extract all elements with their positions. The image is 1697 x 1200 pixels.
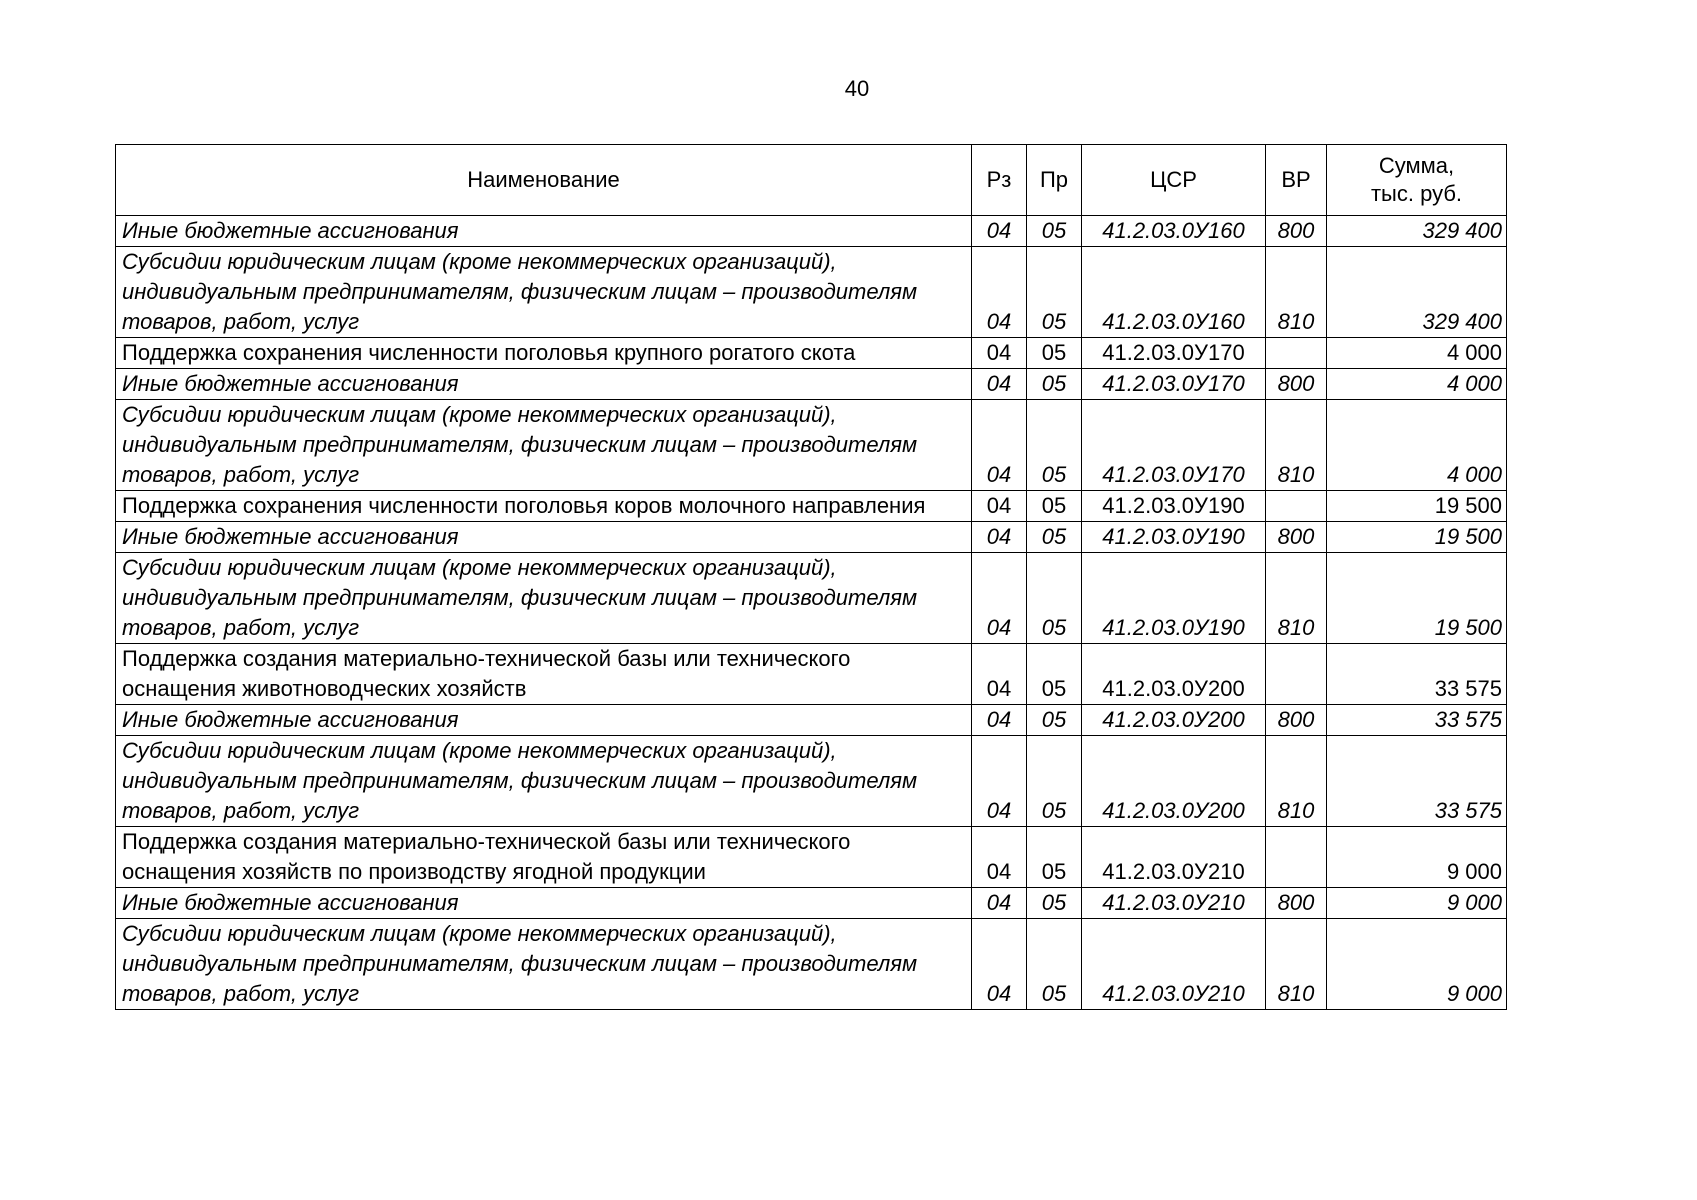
table-row — [116, 491, 1507, 522]
row-vr: 810 — [1266, 400, 1327, 491]
page-number: 40 — [844, 76, 870, 101]
row-name: Субсидии юридическим лицам (кроме некоммерческих организаций), индивидуальным предпринимателям, физическим лицам – производителям товаров, работ, услуг — [116, 247, 972, 338]
row-pr: 05 — [1027, 736, 1082, 827]
budget-table — [115, 144, 1507, 1010]
row-csr: 41.2.03.0У200 — [1082, 705, 1266, 736]
table-row — [116, 827, 1507, 888]
table-row — [116, 644, 1507, 705]
row-pr: 05 — [1027, 644, 1082, 705]
row-sum: 33 575 — [1327, 705, 1507, 736]
row-csr: 41.2.03.0У170 — [1082, 400, 1266, 491]
row-sum: 4 000 — [1327, 369, 1507, 400]
row-pr: 05 — [1027, 400, 1082, 491]
row-rz: 04 — [972, 247, 1027, 338]
row-vr: 800 — [1266, 369, 1327, 400]
row-vr: 800 — [1266, 705, 1327, 736]
row-sum: 19 500 — [1327, 491, 1507, 522]
row-name: Иные бюджетные ассигнования — [116, 522, 972, 553]
row-rz: 04 — [972, 888, 1027, 919]
row-name: Иные бюджетные ассигнования — [116, 216, 972, 247]
row-pr: 05 — [1027, 338, 1082, 369]
header-name: Наименование — [116, 145, 972, 216]
row-vr — [1266, 491, 1327, 522]
header-sum-line1: Сумма, — [1378, 153, 1455, 178]
row-rz: 04 — [972, 216, 1027, 247]
row-sum: 4 000 — [1327, 400, 1507, 491]
row-name: Субсидии юридическим лицам (кроме некоммерческих организаций), индивидуальным предпринимателям, физическим лицам – производителям товаров, работ, услуг — [116, 736, 972, 827]
table-header-row — [116, 145, 1507, 216]
row-name: Поддержка сохранения численности поголовья коров молочного направления — [116, 491, 972, 522]
row-vr — [1266, 644, 1327, 705]
row-sum: 329 400 — [1327, 216, 1507, 247]
header-sum — [1327, 145, 1507, 216]
row-name: Субсидии юридическим лицам (кроме некоммерческих организаций), индивидуальным предпринимателям, физическим лицам – производителям товаров, работ, услуг — [116, 553, 972, 644]
row-name: Субсидии юридическим лицам (кроме некоммерческих организаций), индивидуальным предпринимателям, физическим лицам – производителям товаров, работ, услуг — [116, 400, 972, 491]
row-pr: 05 — [1027, 888, 1082, 919]
row-csr: 41.2.03.0У170 — [1082, 338, 1266, 369]
row-csr: 41.2.03.0У210 — [1082, 888, 1266, 919]
row-sum: 19 500 — [1327, 522, 1507, 553]
row-csr: 41.2.03.0У160 — [1082, 247, 1266, 338]
row-name: Поддержка сохранения численности поголовья крупного рогатого скота — [116, 338, 972, 369]
table-row — [116, 400, 1507, 491]
row-pr: 05 — [1027, 216, 1082, 247]
row-sum: 33 575 — [1327, 644, 1507, 705]
row-sum: 33 575 — [1327, 736, 1507, 827]
row-sum: 329 400 — [1327, 247, 1507, 338]
row-pr: 05 — [1027, 247, 1082, 338]
row-name: Поддержка создания материально-технической базы или технического оснащения животноводческих хозяйств — [116, 644, 972, 705]
row-vr: 800 — [1266, 888, 1327, 919]
row-vr: 810 — [1266, 736, 1327, 827]
row-csr: 41.2.03.0У190 — [1082, 491, 1266, 522]
row-rz: 04 — [972, 736, 1027, 827]
row-pr: 05 — [1027, 827, 1082, 888]
row-csr: 41.2.03.0У210 — [1082, 919, 1266, 1010]
row-csr: 41.2.03.0У170 — [1082, 369, 1266, 400]
row-pr: 05 — [1027, 491, 1082, 522]
row-rz: 04 — [972, 919, 1027, 1010]
row-pr: 05 — [1027, 553, 1082, 644]
row-csr: 41.2.03.0У160 — [1082, 216, 1266, 247]
row-sum: 19 500 — [1327, 553, 1507, 644]
row-sum: 9 000 — [1327, 919, 1507, 1010]
table-row — [116, 888, 1507, 919]
table-body — [116, 216, 1507, 1010]
row-vr: 810 — [1266, 919, 1327, 1010]
row-pr: 05 — [1027, 919, 1082, 1010]
row-rz: 04 — [972, 369, 1027, 400]
row-pr: 05 — [1027, 369, 1082, 400]
table-row — [116, 553, 1507, 644]
table-row — [116, 919, 1507, 1010]
row-csr: 41.2.03.0У210 — [1082, 827, 1266, 888]
row-rz: 04 — [972, 400, 1027, 491]
row-name: Иные бюджетные ассигнования — [116, 369, 972, 400]
row-sum: 9 000 — [1327, 827, 1507, 888]
row-vr: 810 — [1266, 553, 1327, 644]
header-pr: Пр — [1027, 145, 1082, 216]
table-row — [116, 338, 1507, 369]
row-csr: 41.2.03.0У200 — [1082, 644, 1266, 705]
row-sum: 9 000 — [1327, 888, 1507, 919]
row-sum: 4 000 — [1327, 338, 1507, 369]
row-rz: 04 — [972, 827, 1027, 888]
row-name: Поддержка создания материально-технической базы или технического оснащения хозяйств по производству ягодной продукции — [116, 827, 972, 888]
row-csr: 41.2.03.0У200 — [1082, 736, 1266, 827]
row-rz: 04 — [972, 644, 1027, 705]
table-row — [116, 736, 1507, 827]
table-row — [116, 369, 1507, 400]
row-pr: 05 — [1027, 522, 1082, 553]
row-vr: 810 — [1266, 247, 1327, 338]
row-rz: 04 — [972, 553, 1027, 644]
header-sum-line2: тыс. руб. — [1370, 181, 1463, 206]
table-row — [116, 216, 1507, 247]
row-csr: 41.2.03.0У190 — [1082, 553, 1266, 644]
header-csr: ЦСР — [1082, 145, 1266, 216]
row-rz: 04 — [972, 338, 1027, 369]
table-row — [116, 705, 1507, 736]
row-vr: 800 — [1266, 522, 1327, 553]
row-rz: 04 — [972, 705, 1027, 736]
row-vr — [1266, 338, 1327, 369]
row-csr: 41.2.03.0У190 — [1082, 522, 1266, 553]
row-rz: 04 — [972, 522, 1027, 553]
row-name: Иные бюджетные ассигнования — [116, 705, 972, 736]
row-name: Иные бюджетные ассигнования — [116, 888, 972, 919]
row-pr: 05 — [1027, 705, 1082, 736]
table-row — [116, 522, 1507, 553]
row-rz: 04 — [972, 491, 1027, 522]
row-name: Субсидии юридическим лицам (кроме некоммерческих организаций), индивидуальным предпринимателям, физическим лицам – производителям товаров, работ, услуг — [116, 919, 972, 1010]
row-vr — [1266, 827, 1327, 888]
header-vr: ВР — [1266, 145, 1327, 216]
row-vr: 800 — [1266, 216, 1327, 247]
table-row — [116, 247, 1507, 338]
header-rz: Рз — [972, 145, 1027, 216]
